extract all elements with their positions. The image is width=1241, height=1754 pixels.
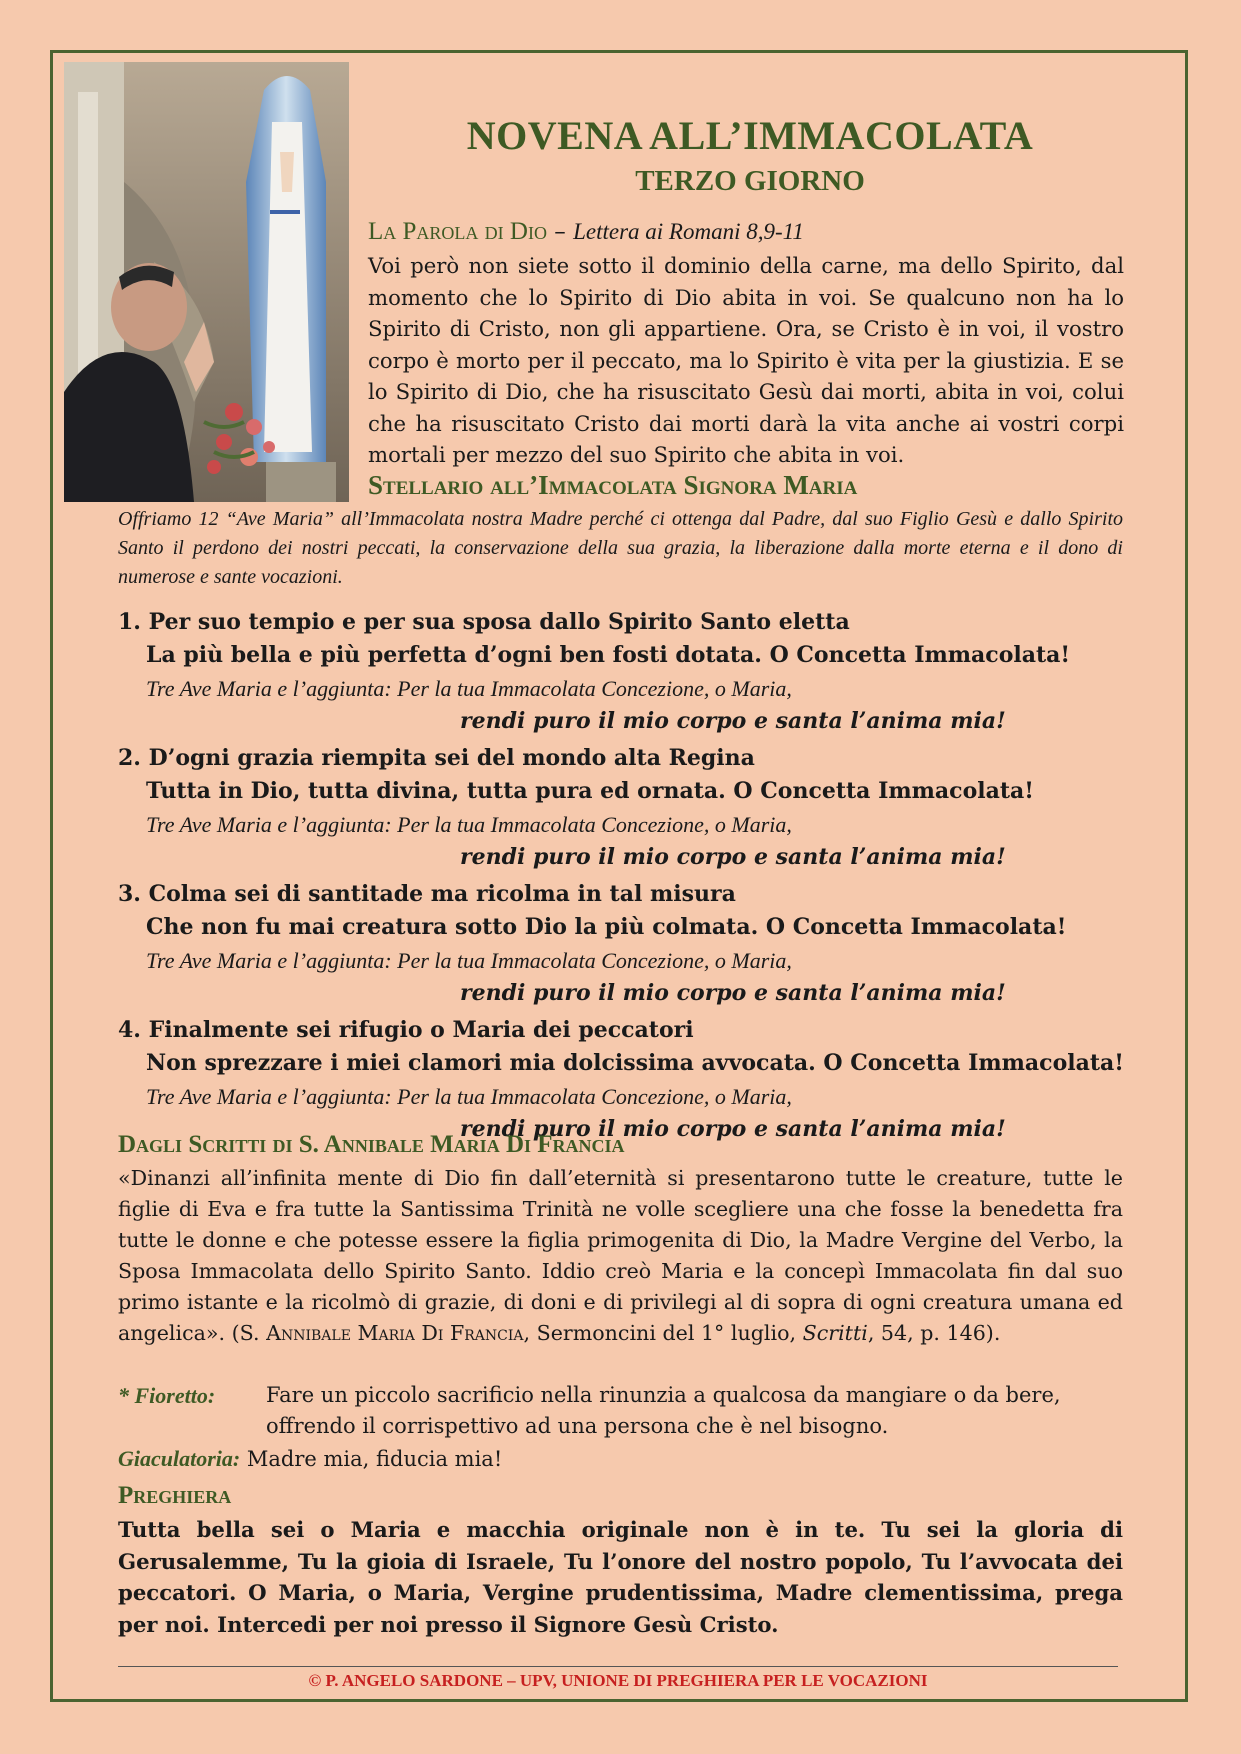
aggiunta-line-1: Tre Ave Maria e l’aggiunta: Per la tua Immacolata Concezione, o Maria, [146,812,792,837]
list-item [118,742,1128,874]
page-title: NOVENA ALL’IMMACOLATA [466,113,1034,158]
fioretto-text: Fare un piccolo sacrificio nella rinunzia a qualcosa da mangiare o da bere, offrendo il corrispettivo ad una persona che è nel bisogno. [266,1383,1061,1438]
aggiunta-line-1: Tre Ave Maria e l’aggiunta: Per la tua Immacolata Concezione, o Maria, [146,1084,792,1109]
reading-text: Voi però non siete sotto il dominio della carne, ma dello Spirito, dal momento che lo Spirito di Dio abita in voi. Se qualcuno non ha lo Spirito di Cristo, non gli appartiene. Ora, se Cristo è in voi, il vostro corpo è morto per il peccato, ma lo Spirito è vita per la giustizia. E se lo Spirito di Dio, che ha risuscitato Gesù dai morti, abita in voi, colui che ha risuscitato Cristo dai morti darà la vita anche ai vostri corpi mortali per mezzo del suo Spirito che abita in voi. [368,253,1124,467]
lourdes-apparition-illustration [64,62,349,502]
giaculatoria-section [118,1446,502,1472]
aggiunta-line-2: rendi puro il mio corpo e santa l’anima mia! [460,844,1006,870]
item-line-1: 2. D’ogni grazia riempita sei del mondo alta Regina [118,745,755,771]
stellario-heading: Stellario all’Immacolata Signora Maria [368,470,858,500]
aggiunta-line-2: rendi puro il mio corpo e santa l’anima mia! [460,1116,1006,1142]
aggiunta-line-2: rendi puro il mio corpo e santa l’anima mia! [460,708,1006,734]
item-line-2: Tutta in Dio, tutta divina, tutta pura ed ornata. O Concetta Immacolata! [146,778,1034,804]
scritti-heading: Dagli Scritti di S. Annibale Maria Di Francia [118,1131,625,1158]
reading-title: La Parola di Dio [368,218,547,245]
preghiera-heading: Preghiera [118,1482,232,1509]
scritti-source: , Sermoncini del 1° luglio, [523,1321,803,1345]
item-line-1: 4. Finalmente sei rifugio o Maria dei peccatori [118,1017,694,1043]
preghiera-text: Tutta bella sei o Maria e macchia originale non è in te. Tu sei la gloria di Gerusalemme, Tu la gioia di Israele, Tu l’onore del nostro popolo, Tu l’avvocata dei peccatori. O Maria, o Maria, Vergine prudentissima, Madre clementissima, prega per noi. Intercedi per noi presso il Signore Gesù Cristo. [118,1517,1123,1637]
item-line-2: La più bella e più perfetta d’ogni ben fosti dotata. O Concetta Immacolata! [146,642,1071,668]
scritti-source-title: Scritti [802,1321,868,1345]
giaculatoria-label: Giaculatoria: [118,1446,241,1471]
scritti-source-end: , 54, p. 146). [867,1321,1001,1345]
list-item [118,1014,1128,1146]
footer-copyright: © P. ANGELO SARDONE – UPV, UNIONE DI PREGHIERA PER LE VOCAZIONI [308,1671,928,1690]
scritti-quote [118,1163,1123,1349]
list-item [118,606,1128,738]
aggiunta-line-2: rendi puro il mio corpo e santa l’anima mia! [460,980,1006,1006]
devotional-image [64,62,349,502]
reading-reference: Lettera ai Romani 8,9-11 [573,219,804,244]
scritti-author: S. Annibale Maria Di Francia [239,1321,524,1345]
aggiunta-line-1: Tre Ave Maria e l’aggiunta: Per la tua Immacolata Concezione, o Maria, [146,676,792,701]
giaculatoria-text: Madre mia, fiducia mia! [240,1447,503,1471]
item-line-1: 1. Per suo tempio e per sua sposa dallo Spirito Santo eletta [118,609,850,635]
item-line-2: Non sprezzare i miei clamori mia dolcissima avvocata. O Concetta Immacolata! [146,1050,1124,1076]
stellario-intro: Offriamo 12 “Ave Maria” all’Immacolata nostra Madre perché ci ottenga dal Padre, dal suo Figlio Gesù e dallo Spirito Santo il perdono dei nostri peccati, la conservazione della sua grazia, la liberazione dalla morte eterna e il dono di numerose e sante vocazioni. [118,508,1123,588]
scritti-text: «Dinanzi all’infinita mente di Dio fin dall’eternità si presentarono tutte le creature, tutte le figlie di Eva e fra tutte la Santissima Trinità ne volle scegliere una che fosse la benedetta fra tutte le donne e che potesse essere la figlia primogenita di Dio, la Madre Vergine del Verbo, la Sposa Immacolata dello Spirito Santo. Iddio creò Maria e la concepì Immacolata fin dal suo primo istante e la ricolmò di grazie, di doni e di privilegi al di sopra di ogni creatura umana ed angelica». ( [118,1166,1123,1345]
reading-separator: – [546,219,574,245]
list-item [118,878,1128,1010]
item-line-1: 3. Colma sei di santitade ma ricolma in tal misura [118,881,736,907]
aggiunta-line-1: Tre Ave Maria e l’aggiunta: Per la tua Immacolata Concezione, o Maria, [146,948,792,973]
stellario-list [118,606,1128,1150]
footer-divider [118,1666,1118,1667]
page-subtitle: TERZO GIORNO [635,165,865,197]
reading-heading [368,218,1128,246]
fioretto-label: * Fioretto: [118,1383,216,1408]
item-line-2: Che non fu mai creatura sotto Dio la più colmata. O Concetta Immacolata! [146,914,1067,940]
